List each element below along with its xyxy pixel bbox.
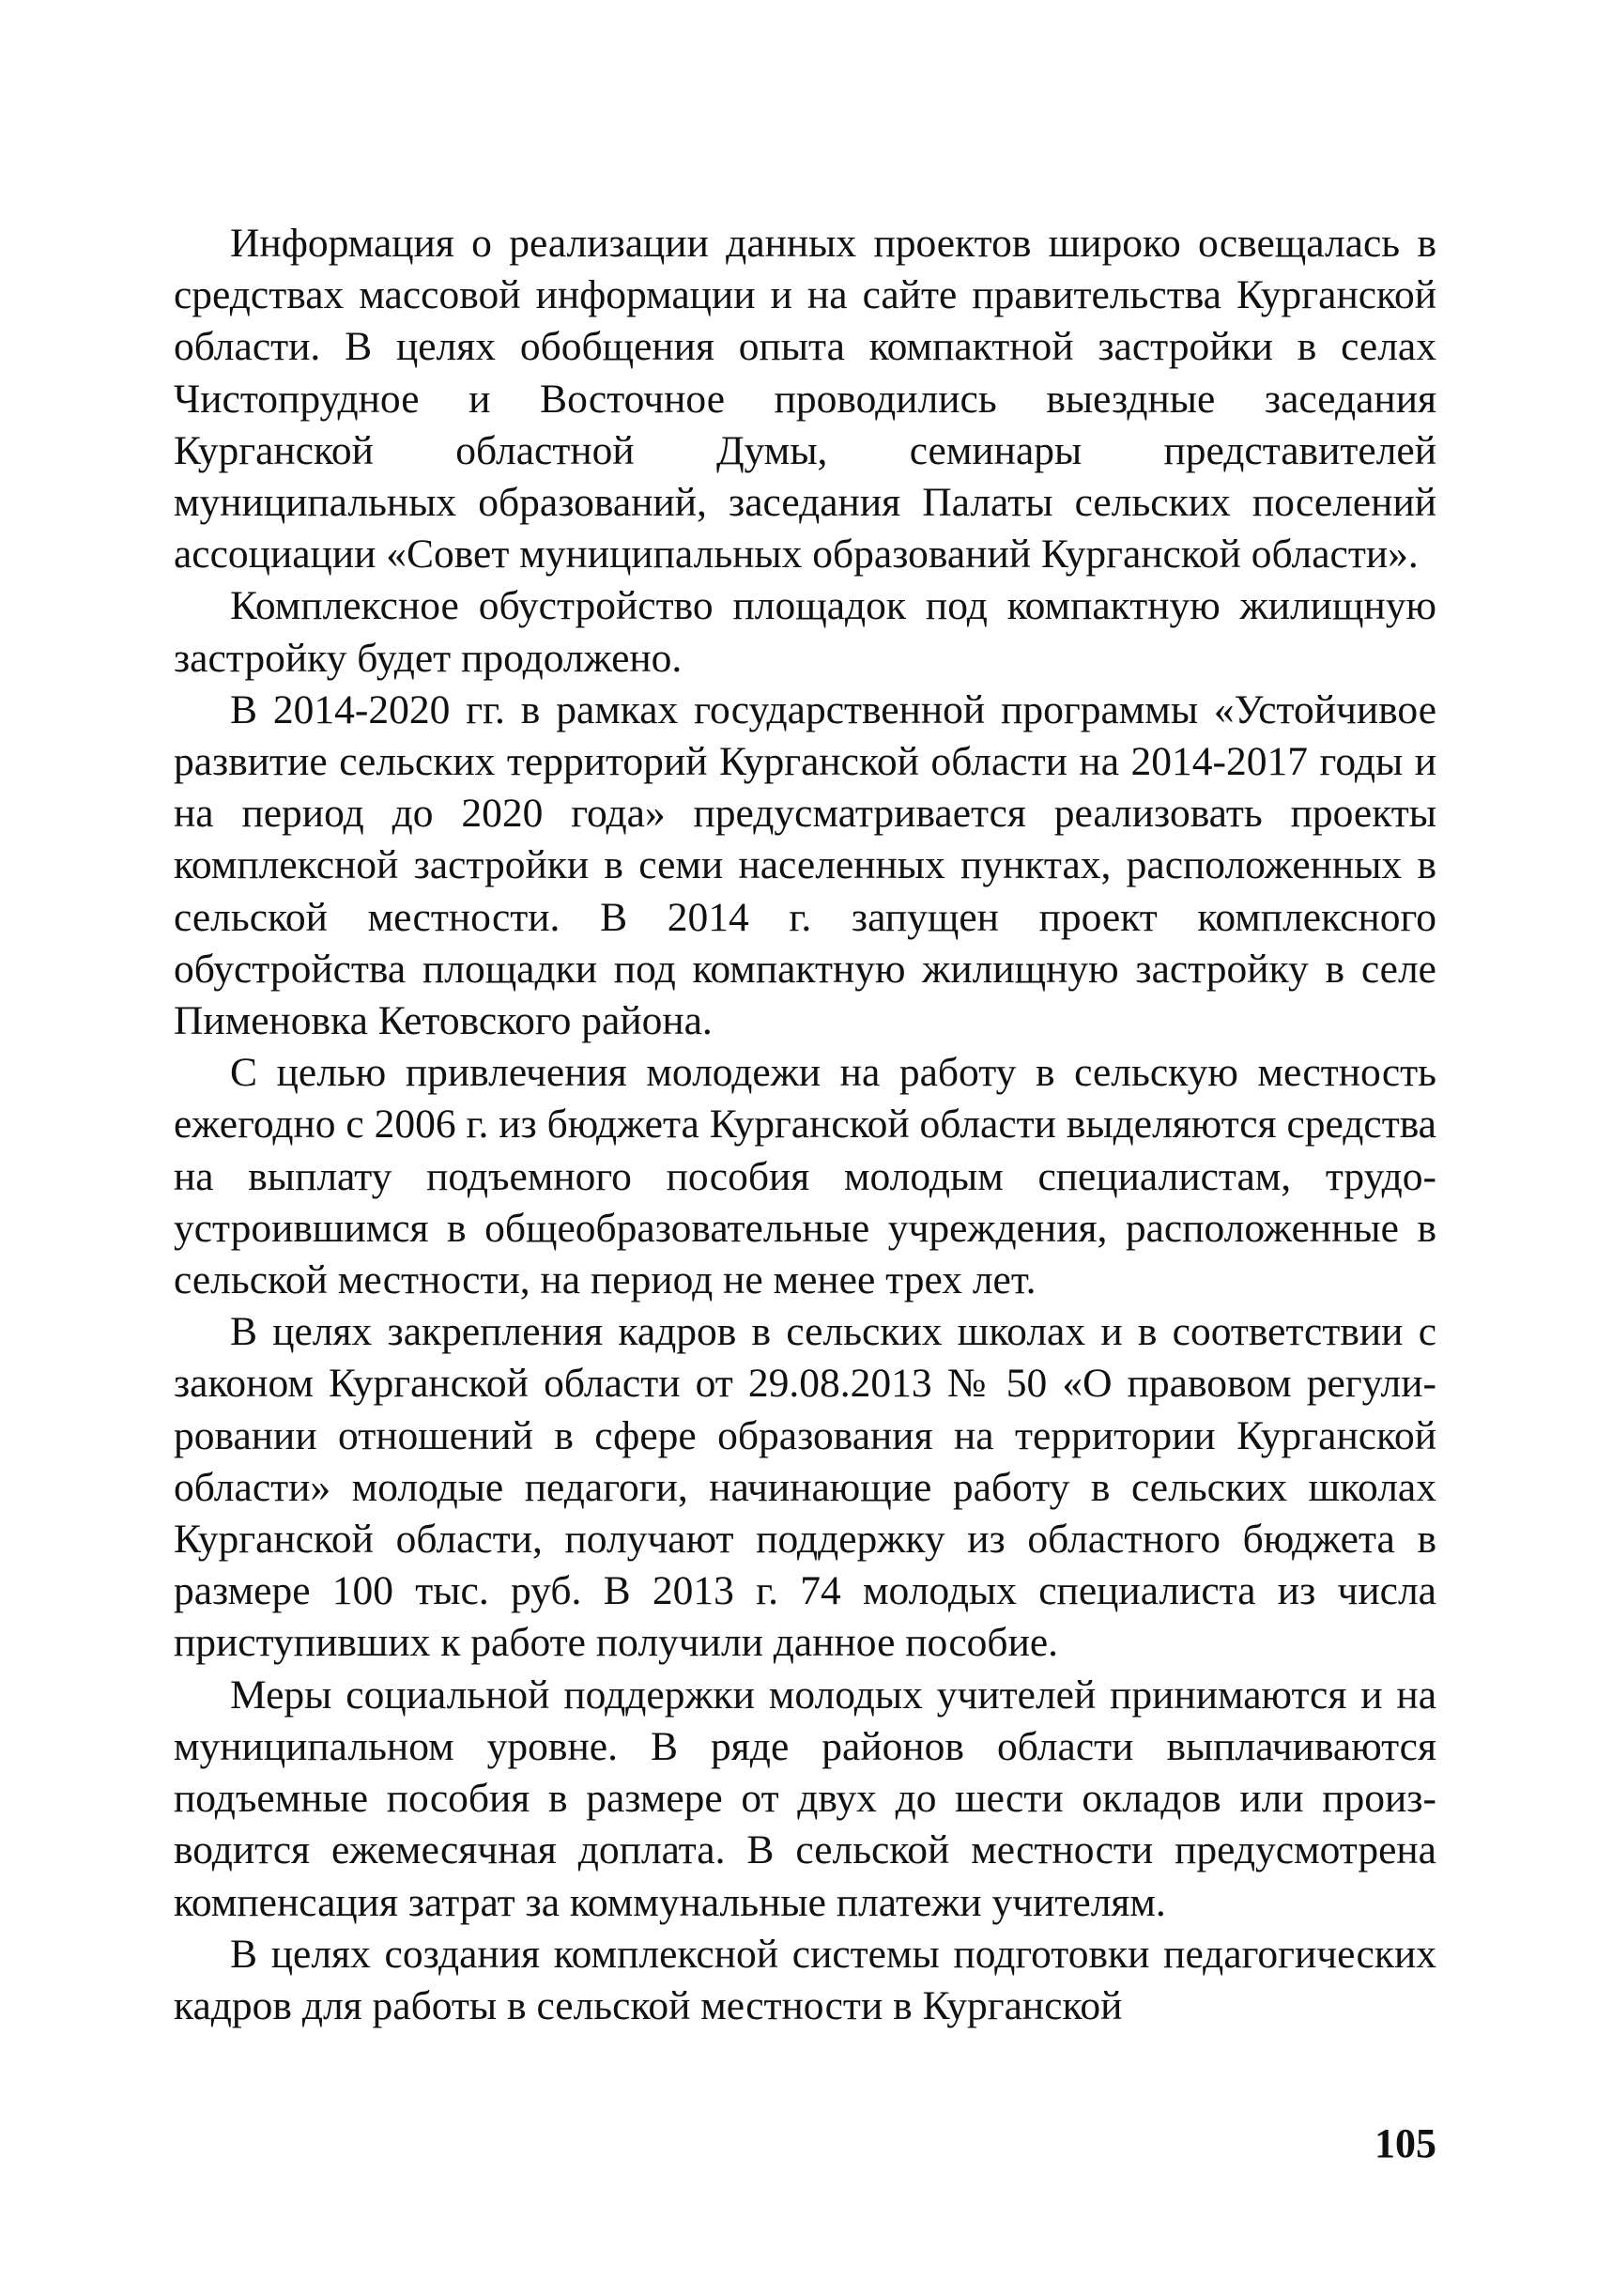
page-body [174, 218, 1436, 2032]
paragraph-training-system: В целях создания комплексной системы подготовки педагогических кадров для работы в сельской местности в Курганской [174, 1931, 1436, 2028]
paragraph-media-coverage: Информация о реализации данных проектов широко освещалась в средствах массовой информации и на сайте правительства Курганской области. В целях обобщения опыта компактной застройки в селах Чистопрудное и Восточное проводились выездные заседания Курганской областной Думы, семинары представителей муниципальных образований, заседания Палаты сельских поселений ассоциации «Совет муниципальных образований Курганской области». [174, 221, 1436, 578]
page-number: 105 [1374, 2120, 1436, 2166]
paragraph-complex-development: Комплексное обустройство площадок под компактную жилищную застройку будет продолжено. [174, 583, 1436, 681]
paragraph-municipal-support: Меры социальной поддержки молодых учителей принимаются и на муниципальном уровне. В ряде районов области выплачиваются подъемные пособия в размере от двух до шести окладов или производится ежемесячная доплата. В сельской местности предусмотрена компенсация затрат за коммунальные платежи учителям. [174, 1672, 1436, 1925]
paragraph-youth-attraction: С целью привлечения молодежи на работу в сельскую местность ежегодно с 2006 г. из бюджета Курганской области выделяются средства на выплату подъемного пособия молодым специалистам, трудоустроившимся в общеобразовательные учреждения, расположенные в сельской местности, на период не менее трех лет. [174, 1050, 1436, 1303]
paragraph-teacher-retention-law: В целях закрепления кадров в сельских школах и в соответствии с законом Курганской области от 29.08.2013 № 50 «О правовом регулировании отношений в сфере образования на территории Курганской области» молодые педагоги, начинающие работу в сельских школах Курганской области, получают поддержку из областного бюджета в размере 100 тыс. руб. В 2013 г. 74 молодых специалиста из числа приступивших к работе получили данное пособие. [174, 1309, 1436, 1666]
paragraph-state-program: В 2014-2020 гг. в рамках государственной программы «Устойчивое развитие сельских территорий Курганской области на 2014-2017 годы и на период до 2020 года» предусматривается реализовать проекты комплексной застройки в семи населенных пунктах, расположенных в сельской местности. В 2014 г. запущен проект комплексного обустройства площадки под компактную жилищную застройку в селе Пименовка Кетовского района. [174, 686, 1436, 1044]
